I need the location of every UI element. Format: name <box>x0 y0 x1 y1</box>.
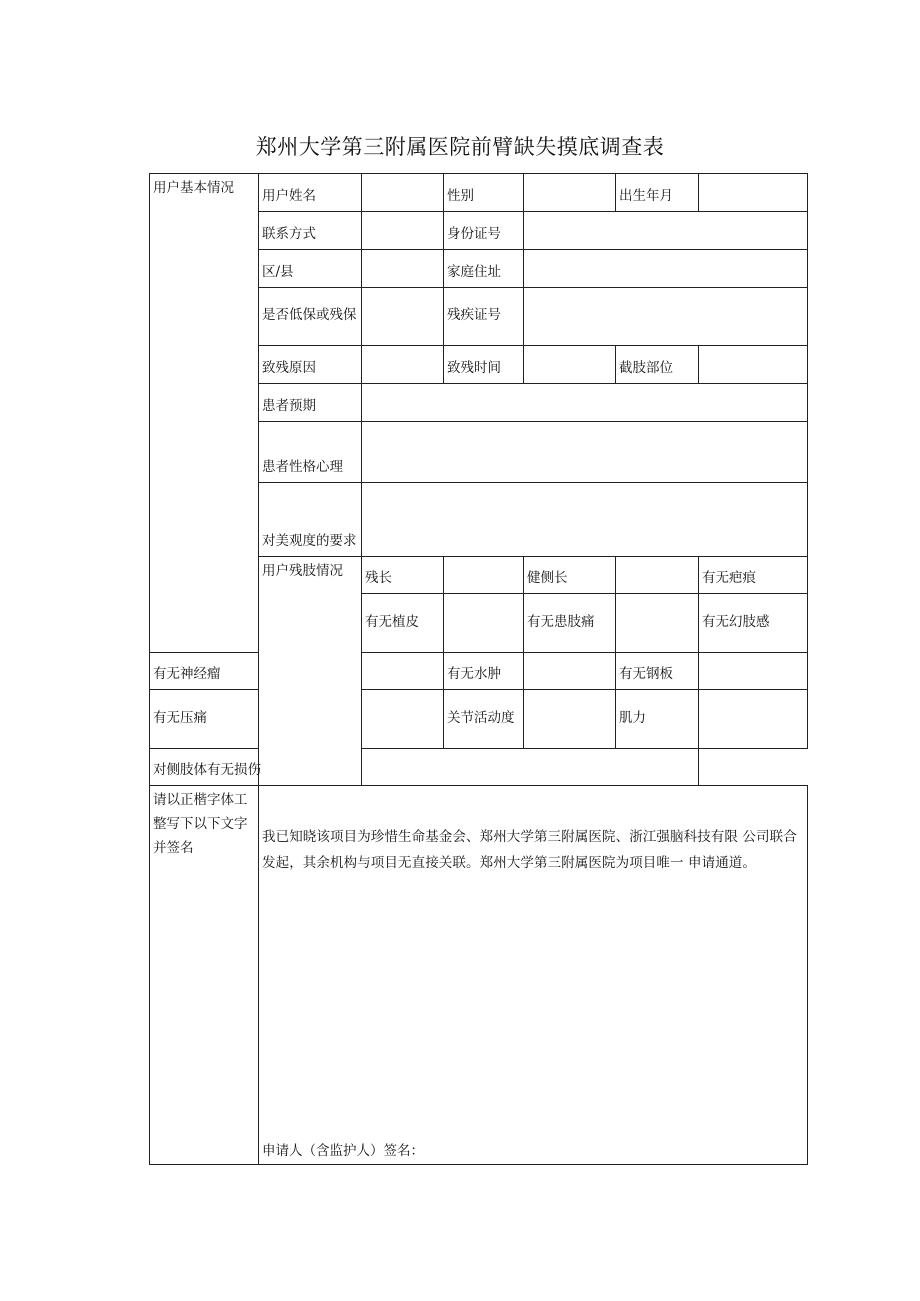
address-label: 家庭住址 <box>444 250 524 288</box>
cause-label: 致残原因 <box>259 346 362 384</box>
form-title: 郑州大学第三附属医院前臂缺失摸底调查表 <box>255 135 665 159</box>
disability-id-label: 残疾证号 <box>444 288 524 346</box>
section-statement: 请以正楷字体工整写下以下文字并签名 <box>150 786 259 1165</box>
contact-field[interactable] <box>362 212 444 250</box>
healthy-length-label: 健侧长 <box>524 557 616 594</box>
phantom-label: 有无幻肢感 <box>699 594 808 653</box>
statement-area[interactable] <box>259 786 808 1165</box>
section-basic-info: 用户基本情况 <box>150 174 259 653</box>
edema-field[interactable] <box>524 653 616 690</box>
low-income-field[interactable] <box>362 288 444 346</box>
low-income-label: 是否低保或残保 <box>259 288 362 346</box>
muscle-strength-label: 肌力 <box>616 690 699 749</box>
neuroma-field[interactable] <box>362 653 444 690</box>
contralateral-field[interactable] <box>362 749 699 786</box>
contralateral-label: 对侧肢体有无损伤 <box>150 749 362 786</box>
name-field[interactable] <box>362 174 444 212</box>
edema-label: 有无水肿 <box>444 653 524 690</box>
aesthetic-label: 对美观度的要求 <box>259 483 362 557</box>
personality-label: 患者性格心理 <box>259 422 362 483</box>
neuroma-label: 有无神经瘤 <box>150 653 259 690</box>
contact-label: 联系方式 <box>259 212 362 250</box>
gender-label: 性别 <box>444 174 524 212</box>
personality-field[interactable] <box>362 422 808 483</box>
healthy-length-field[interactable] <box>616 557 699 594</box>
name-label: 用户姓名 <box>259 174 362 212</box>
survey-form-table <box>149 173 808 1165</box>
disability-time-label: 致残时间 <box>444 346 524 384</box>
stump-length-field[interactable] <box>444 557 524 594</box>
tenderness-label: 有无压痛 <box>150 690 259 749</box>
id-number-label: 身份证号 <box>444 212 524 250</box>
amputation-site-field[interactable] <box>699 346 808 384</box>
joint-mobility-label: 关节活动度 <box>444 690 524 749</box>
tenderness-field[interactable] <box>362 690 444 749</box>
birth-field[interactable] <box>699 174 808 212</box>
limb-pain-label: 有无患肢痛 <box>524 594 616 653</box>
expectation-label: 患者预期 <box>259 384 362 422</box>
gender-field[interactable] <box>524 174 616 212</box>
limb-pain-field[interactable] <box>616 594 699 653</box>
skin-graft-field[interactable] <box>444 594 524 653</box>
joint-mobility-field[interactable] <box>524 690 616 749</box>
plate-field[interactable] <box>699 653 808 690</box>
address-field[interactable] <box>524 250 808 288</box>
disability-id-field[interactable] <box>524 288 808 346</box>
district-label: 区/县 <box>259 250 362 288</box>
id-number-field[interactable] <box>524 212 808 250</box>
section-limb-condition: 用户残肢情况 <box>259 557 362 786</box>
muscle-strength-field[interactable] <box>699 690 808 749</box>
skin-graft-label: 有无植皮 <box>362 594 444 653</box>
cause-field[interactable] <box>362 346 444 384</box>
aesthetic-field[interactable] <box>362 483 808 557</box>
expectation-field[interactable] <box>362 384 808 422</box>
birth-label: 出生年月 <box>616 174 699 212</box>
amputation-site-label: 截肢部位 <box>616 346 699 384</box>
disability-time-field[interactable] <box>524 346 616 384</box>
scar-label: 有无疤痕 <box>699 557 808 594</box>
district-field[interactable] <box>362 250 444 288</box>
signature-label: 申请人（含监护人）签名： <box>262 1143 424 1159</box>
stump-length-label: 残长 <box>362 557 444 594</box>
statement-text: 我已知晓该项目为珍惜生命基金会、郑州大学第三附属医院、浙江强脑科技有限 公司联合发起，其余机构与项目无直接关联。郑州大学第三附属医院为项目唯一 申请通道。 <box>262 829 797 871</box>
plate-label: 有无钢板 <box>616 653 699 690</box>
